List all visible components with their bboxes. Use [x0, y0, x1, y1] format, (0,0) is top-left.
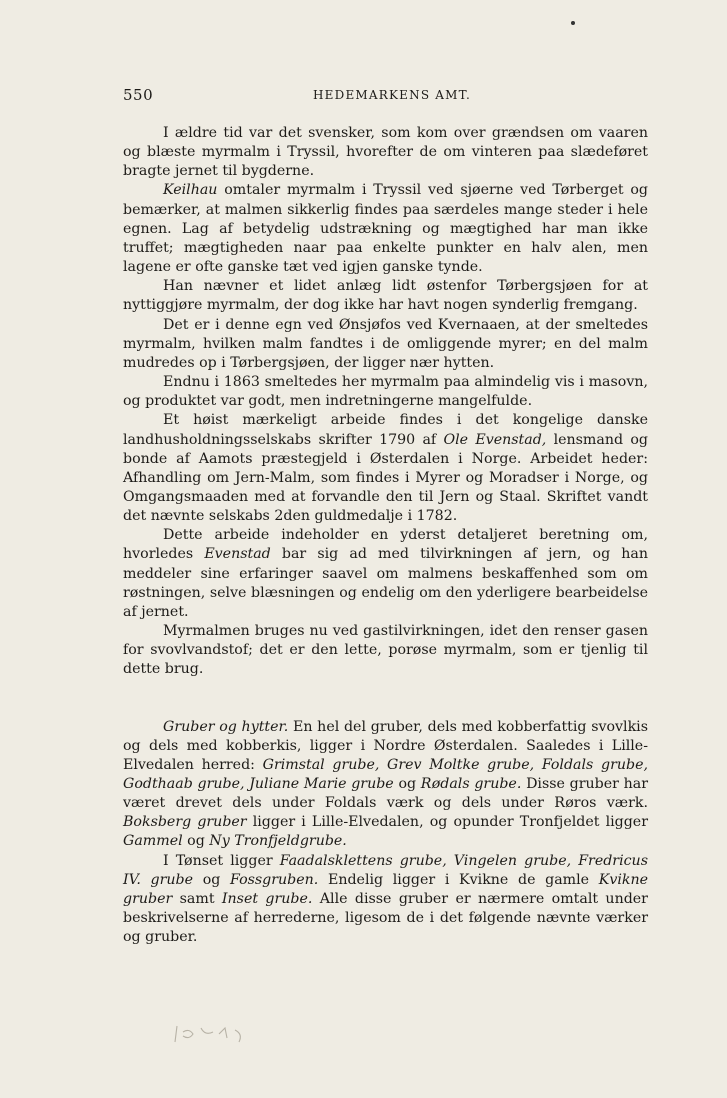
mine-names: Grimstal grube, Grev Moltke grube, Foldals grube, Godthaab grube, Juliane Marie grube [123, 756, 648, 792]
mine-names: Boksberg gruber [123, 814, 247, 831]
author-name: Keilhau [163, 182, 218, 199]
paragraph: Han nævner et lidet anlæg lidt østenfor Tørbergsjøen for at nyttiggjøre myrmalm, der dog ikke har havt nogen synderlig fremgang. [123, 278, 648, 314]
paragraph-text: Dette arbeide indeholder en yderst detaljeret beretning om, hvorledes [123, 527, 648, 563]
mine-names: Ny Tronfjeldgrube. [209, 833, 347, 850]
paragraph: Myrmalmen bruges nu ved gastilvirkningen, idet den renser gasen for svovlvandstof; det er den lette, porøse myrmalm, som er tjenlig til dette brug. [123, 623, 648, 678]
faint-handwriting-mark [155, 1018, 275, 1048]
paragraph-text: bar sig ad med tilvirkningen af jern, og han meddeler sine erfaringer saavel om malmens beskaffenhed som om røstningen, selve blæsningen og endelig om den yderligere bearbeidelse af jernet. [123, 546, 649, 620]
author-name: Ole Evenstad, [443, 431, 547, 448]
paragraph: Det er i denne egn ved Ønsjøfos ved Kvernaaen, at der smeltedes myrmalm, hvilken malm fandtes i de omliggende myrer; en del malm mudredes op i Tørbergsjøen, der ligger nær hytten. [123, 316, 648, 371]
paragraph: I ældre tid var det svensker, som kom over grændsen om vaaren og blæste myrmalm i Tryssil, hvorefter de om vinteren paa slædeføret bragte jernet til bygderne. [123, 125, 648, 180]
paragraph-text: samt [179, 890, 215, 907]
section-gap [123, 680, 648, 718]
paragraph [123, 411, 648, 526]
page-number: 550 [123, 86, 154, 104]
speck [571, 21, 575, 25]
paragraph-text: omtaler myrmalm i Tryssil ved sjøerne ved Tørberget og bemærker, at malmen sikkerlig findes paa særdeles mange steder i hele egnen. Lag af betydelig udstrækning og mægtighed har man ikke truffet; mægtigheden naar paa enkelte punkter en halv alen, men lagene er ofte ganske tæt ved igjen ganske tynde. [123, 182, 648, 276]
paragraph-text: ligger i Lille-Elvedalen, og opunder Tronfjeldet ligger [252, 814, 648, 831]
paragraph-text: I Tønset ligger [163, 852, 273, 869]
paragraph-text: og [187, 833, 205, 850]
paragraph-text: Disse gruber har været drevet dels under Foldals værk og dels under Røros værk. [123, 776, 648, 812]
paragraph [123, 181, 648, 277]
mine-names: Fossgruben. [230, 871, 319, 888]
paragraph [123, 718, 648, 852]
paragraph [123, 526, 648, 622]
section-heading: Gruber og hytter. [163, 718, 289, 735]
mine-names: Gammel [123, 833, 183, 850]
mine-names: Inset grube. [221, 890, 313, 907]
paragraph-text: og [202, 871, 221, 888]
paragraph-text: En hel del gruber, dels med kobberfattig svovlkis og dels med kobberkis, ligger i Nordre Østerdalen. Saaledes i Lille-Elvedalen herred: [123, 718, 648, 773]
paragraph: Endnu i 1863 smeltedes her myrmalm paa almindelig vis i masovn, og produktet var godt, men indretningerne mangelfulde. [123, 374, 648, 410]
paragraph-text: Endelig ligger i Kvikne de gamle [327, 871, 590, 888]
paragraph-text: lensmand og bonde af Aamots præstegjeld i Østerdalen i Norge. Arbeidet heder: Afhandling om Jern-Malm, som findes i Myrer og Moradser i Norge, og Omgangsmaaden med at forvandle den til Jern og Staal. Skriftet vandt det nævnte selskabs 2den guldmedalje i 1782. [123, 431, 648, 525]
page-body [123, 124, 648, 947]
mine-names: Faadalsklettens grube, Vingelen grube, Fredricus IV. grube [123, 852, 648, 888]
mine-names: Kvikne gruber [123, 871, 649, 907]
paragraph [123, 852, 648, 948]
author-name: Evenstad [204, 546, 271, 563]
mine-names: Rødals grube. [420, 776, 522, 792]
paragraph-text: Et høist mærkeligt arbeide findes i det kongelige danske landhusholdningsselskabs skrifter 1790 af [123, 412, 648, 448]
running-title: HEDEMARKENS AMT. [313, 88, 472, 102]
paragraph-text: og [398, 776, 417, 792]
paragraph-text: Alle disse gruber er nærmere omtalt under beskrivelserne af herrederne, ligesom de i det følgende nævnte værker og gruber. [123, 890, 648, 946]
